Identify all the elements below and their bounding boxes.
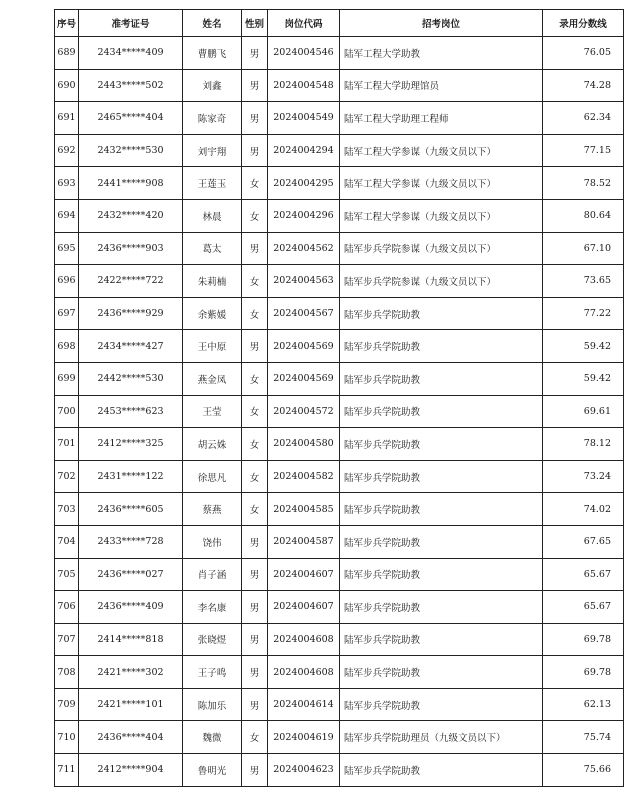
score-cell: 75.66 — [543, 754, 624, 787]
post-cell: 陆军步兵学院助教 — [340, 428, 543, 461]
serial-cell: 701 — [55, 428, 79, 461]
name-cell: 葛太 — [183, 232, 242, 265]
post-code-cell: 2024004608 — [268, 656, 340, 689]
gender-cell: 女 — [242, 428, 268, 461]
post-code-cell: 2024004607 — [268, 591, 340, 624]
table-row — [55, 688, 624, 721]
score-cell: 62.34 — [543, 102, 624, 135]
post-cell: 陆军步兵学院助教 — [340, 688, 543, 721]
serial-cell: 710 — [55, 721, 79, 754]
gender-cell: 男 — [242, 232, 268, 265]
score-cell: 65.67 — [543, 591, 624, 624]
gender-cell: 男 — [242, 330, 268, 363]
name-cell: 朱莉楠 — [183, 265, 242, 298]
exam-id-cell: 2436*****929 — [79, 297, 183, 330]
name-cell: 王莲玉 — [183, 167, 242, 200]
serial-cell: 705 — [55, 558, 79, 591]
gender-cell: 男 — [242, 37, 268, 70]
post-cell: 陆军步兵学院助教 — [340, 395, 543, 428]
serial-cell: 708 — [55, 656, 79, 689]
serial-cell: 696 — [55, 265, 79, 298]
post-cell: 陆军步兵学院助教 — [340, 362, 543, 395]
score-cell: 74.28 — [543, 69, 624, 102]
score-cell: 76.05 — [543, 37, 624, 70]
post-code-cell: 2024004294 — [268, 134, 340, 167]
post-cell: 陆军步兵学院助教 — [340, 330, 543, 363]
post-code-cell: 2024004580 — [268, 428, 340, 461]
serial-cell: 693 — [55, 167, 79, 200]
post-cell: 陆军工程大学助理馆员 — [340, 69, 543, 102]
post-code-cell: 2024004585 — [268, 493, 340, 526]
table-row — [55, 623, 624, 656]
table-body — [55, 37, 624, 787]
header-cell: 录用分数线 — [543, 10, 624, 37]
score-cell: 73.24 — [543, 460, 624, 493]
exam-id-cell: 2436*****409 — [79, 591, 183, 624]
score-cell: 73.65 — [543, 265, 624, 298]
serial-cell: 699 — [55, 362, 79, 395]
gender-cell: 男 — [242, 656, 268, 689]
header-cell: 姓名 — [183, 10, 242, 37]
exam-id-cell: 2432*****530 — [79, 134, 183, 167]
table-row — [55, 721, 624, 754]
gender-cell: 女 — [242, 297, 268, 330]
serial-cell: 691 — [55, 102, 79, 135]
post-code-cell: 2024004567 — [268, 297, 340, 330]
score-cell: 62.13 — [543, 688, 624, 721]
serial-cell: 703 — [55, 493, 79, 526]
header-cell: 序号 — [55, 10, 79, 37]
score-cell: 59.42 — [543, 362, 624, 395]
table-row — [55, 167, 624, 200]
post-cell: 陆军步兵学院参谋（九级文员以下） — [340, 232, 543, 265]
post-cell: 陆军工程大学参谋（九级文员以下） — [340, 167, 543, 200]
score-cell: 67.10 — [543, 232, 624, 265]
name-cell: 蔡燕 — [183, 493, 242, 526]
table-row — [55, 525, 624, 558]
exam-id-cell: 2441*****908 — [79, 167, 183, 200]
exam-id-cell: 2436*****027 — [79, 558, 183, 591]
post-code-cell: 2024004569 — [268, 330, 340, 363]
post-code-cell: 2024004608 — [268, 623, 340, 656]
exam-id-cell: 2414*****818 — [79, 623, 183, 656]
post-cell: 陆军步兵学院助教 — [340, 591, 543, 624]
score-cell: 65.67 — [543, 558, 624, 591]
gender-cell: 男 — [242, 134, 268, 167]
table-row — [55, 395, 624, 428]
header-cell: 岗位代码 — [268, 10, 340, 37]
post-code-cell: 2024004607 — [268, 558, 340, 591]
table-row — [55, 232, 624, 265]
table-row — [55, 428, 624, 461]
gender-cell: 女 — [242, 167, 268, 200]
name-cell: 饶伟 — [183, 525, 242, 558]
gender-cell: 女 — [242, 265, 268, 298]
header-cell: 招考岗位 — [340, 10, 543, 37]
score-cell: 67.65 — [543, 525, 624, 558]
score-cell: 77.15 — [543, 134, 624, 167]
post-code-cell: 2024004295 — [268, 167, 340, 200]
gender-cell: 女 — [242, 493, 268, 526]
name-cell: 林晨 — [183, 199, 242, 232]
name-cell: 燕金凤 — [183, 362, 242, 395]
name-cell: 王中原 — [183, 330, 242, 363]
serial-cell: 702 — [55, 460, 79, 493]
exam-id-cell: 2421*****101 — [79, 688, 183, 721]
gender-cell: 男 — [242, 102, 268, 135]
score-cell: 69.78 — [543, 656, 624, 689]
name-cell: 张晓煜 — [183, 623, 242, 656]
table-row — [55, 591, 624, 624]
score-cell: 59.42 — [543, 330, 624, 363]
name-cell: 魏微 — [183, 721, 242, 754]
exam-id-cell: 2434*****427 — [79, 330, 183, 363]
gender-cell: 男 — [242, 623, 268, 656]
gender-cell: 男 — [242, 69, 268, 102]
table-row — [55, 330, 624, 363]
gender-cell: 女 — [242, 460, 268, 493]
name-cell: 鲁明光 — [183, 754, 242, 787]
post-cell: 陆军步兵学院助教 — [340, 754, 543, 787]
post-cell: 陆军步兵学院助教 — [340, 656, 543, 689]
table-row — [55, 37, 624, 70]
exam-id-cell: 2433*****728 — [79, 525, 183, 558]
score-cell: 80.64 — [543, 199, 624, 232]
exam-id-cell: 2431*****122 — [79, 460, 183, 493]
table-row — [55, 69, 624, 102]
exam-id-cell: 2432*****420 — [79, 199, 183, 232]
score-cell: 74.02 — [543, 493, 624, 526]
gender-cell: 女 — [242, 199, 268, 232]
header-cell: 准考证号 — [79, 10, 183, 37]
header-row — [55, 10, 624, 37]
post-code-cell: 2024004549 — [268, 102, 340, 135]
serial-cell: 692 — [55, 134, 79, 167]
post-cell: 陆军工程大学助理工程师 — [340, 102, 543, 135]
name-cell: 王莹 — [183, 395, 242, 428]
table-row — [55, 558, 624, 591]
score-cell: 69.61 — [543, 395, 624, 428]
post-code-cell: 2024004563 — [268, 265, 340, 298]
table-row — [55, 656, 624, 689]
serial-cell: 711 — [55, 754, 79, 787]
post-code-cell: 2024004614 — [268, 688, 340, 721]
exam-id-cell: 2443*****502 — [79, 69, 183, 102]
post-code-cell: 2024004623 — [268, 754, 340, 787]
gender-cell: 女 — [242, 395, 268, 428]
name-cell: 徐思凡 — [183, 460, 242, 493]
post-code-cell: 2024004582 — [268, 460, 340, 493]
score-cell: 77.22 — [543, 297, 624, 330]
serial-cell: 700 — [55, 395, 79, 428]
table-row — [55, 297, 624, 330]
name-cell: 李名康 — [183, 591, 242, 624]
gender-cell: 男 — [242, 754, 268, 787]
post-code-cell: 2024004587 — [268, 525, 340, 558]
score-cell: 69.78 — [543, 623, 624, 656]
post-code-cell: 2024004548 — [268, 69, 340, 102]
gender-cell: 男 — [242, 525, 268, 558]
post-code-cell: 2024004569 — [268, 362, 340, 395]
post-cell: 陆军工程大学参谋（九级文员以下） — [340, 199, 543, 232]
post-code-cell: 2024004619 — [268, 721, 340, 754]
name-cell: 肖子涵 — [183, 558, 242, 591]
gender-cell: 女 — [242, 721, 268, 754]
post-code-cell: 2024004572 — [268, 395, 340, 428]
exam-id-cell: 2453*****623 — [79, 395, 183, 428]
exam-id-cell: 2436*****903 — [79, 232, 183, 265]
serial-cell: 697 — [55, 297, 79, 330]
post-cell: 陆军步兵学院助教 — [340, 623, 543, 656]
serial-cell: 689 — [55, 37, 79, 70]
post-cell: 陆军步兵学院参谋（九级文员以下） — [340, 265, 543, 298]
exam-id-cell: 2412*****904 — [79, 754, 183, 787]
gender-cell: 男 — [242, 558, 268, 591]
name-cell: 曹鹏飞 — [183, 37, 242, 70]
post-cell: 陆军步兵学院助教 — [340, 558, 543, 591]
table-row — [55, 134, 624, 167]
name-cell: 刘鑫 — [183, 69, 242, 102]
gender-cell: 男 — [242, 688, 268, 721]
table-row — [55, 493, 624, 526]
gender-cell: 男 — [242, 591, 268, 624]
post-code-cell: 2024004562 — [268, 232, 340, 265]
results-table — [54, 9, 624, 787]
table-row — [55, 102, 624, 135]
table-row — [55, 460, 624, 493]
score-cell: 75.74 — [543, 721, 624, 754]
post-cell: 陆军工程大学助教 — [340, 37, 543, 70]
table-row — [55, 754, 624, 787]
exam-id-cell: 2434*****409 — [79, 37, 183, 70]
post-code-cell: 2024004546 — [268, 37, 340, 70]
serial-cell: 694 — [55, 199, 79, 232]
post-code-cell: 2024004296 — [268, 199, 340, 232]
table-row — [55, 362, 624, 395]
name-cell: 陈家奇 — [183, 102, 242, 135]
serial-cell: 709 — [55, 688, 79, 721]
post-cell: 陆军步兵学院助教 — [340, 460, 543, 493]
score-cell: 78.12 — [543, 428, 624, 461]
exam-id-cell: 2421*****302 — [79, 656, 183, 689]
table-row — [55, 265, 624, 298]
exam-id-cell: 2412*****325 — [79, 428, 183, 461]
exam-id-cell: 2422*****722 — [79, 265, 183, 298]
name-cell: 余紫媛 — [183, 297, 242, 330]
serial-cell: 698 — [55, 330, 79, 363]
post-cell: 陆军步兵学院助理员（九级文员以下） — [340, 721, 543, 754]
name-cell: 王子鸣 — [183, 656, 242, 689]
exam-id-cell: 2436*****605 — [79, 493, 183, 526]
post-cell: 陆军工程大学参谋（九级文员以下） — [340, 134, 543, 167]
name-cell: 陈加乐 — [183, 688, 242, 721]
post-cell: 陆军步兵学院助教 — [340, 493, 543, 526]
exam-id-cell: 2465*****404 — [79, 102, 183, 135]
serial-cell: 690 — [55, 69, 79, 102]
gender-cell: 女 — [242, 362, 268, 395]
serial-cell: 695 — [55, 232, 79, 265]
table-row — [55, 199, 624, 232]
score-cell: 78.52 — [543, 167, 624, 200]
exam-id-cell: 2436*****404 — [79, 721, 183, 754]
serial-cell: 706 — [55, 591, 79, 624]
post-cell: 陆军步兵学院助教 — [340, 525, 543, 558]
serial-cell: 707 — [55, 623, 79, 656]
post-cell: 陆军步兵学院助教 — [340, 297, 543, 330]
header-cell: 性别 — [242, 10, 268, 37]
name-cell: 刘宇翔 — [183, 134, 242, 167]
name-cell: 胡云姝 — [183, 428, 242, 461]
serial-cell: 704 — [55, 525, 79, 558]
exam-id-cell: 2442*****530 — [79, 362, 183, 395]
